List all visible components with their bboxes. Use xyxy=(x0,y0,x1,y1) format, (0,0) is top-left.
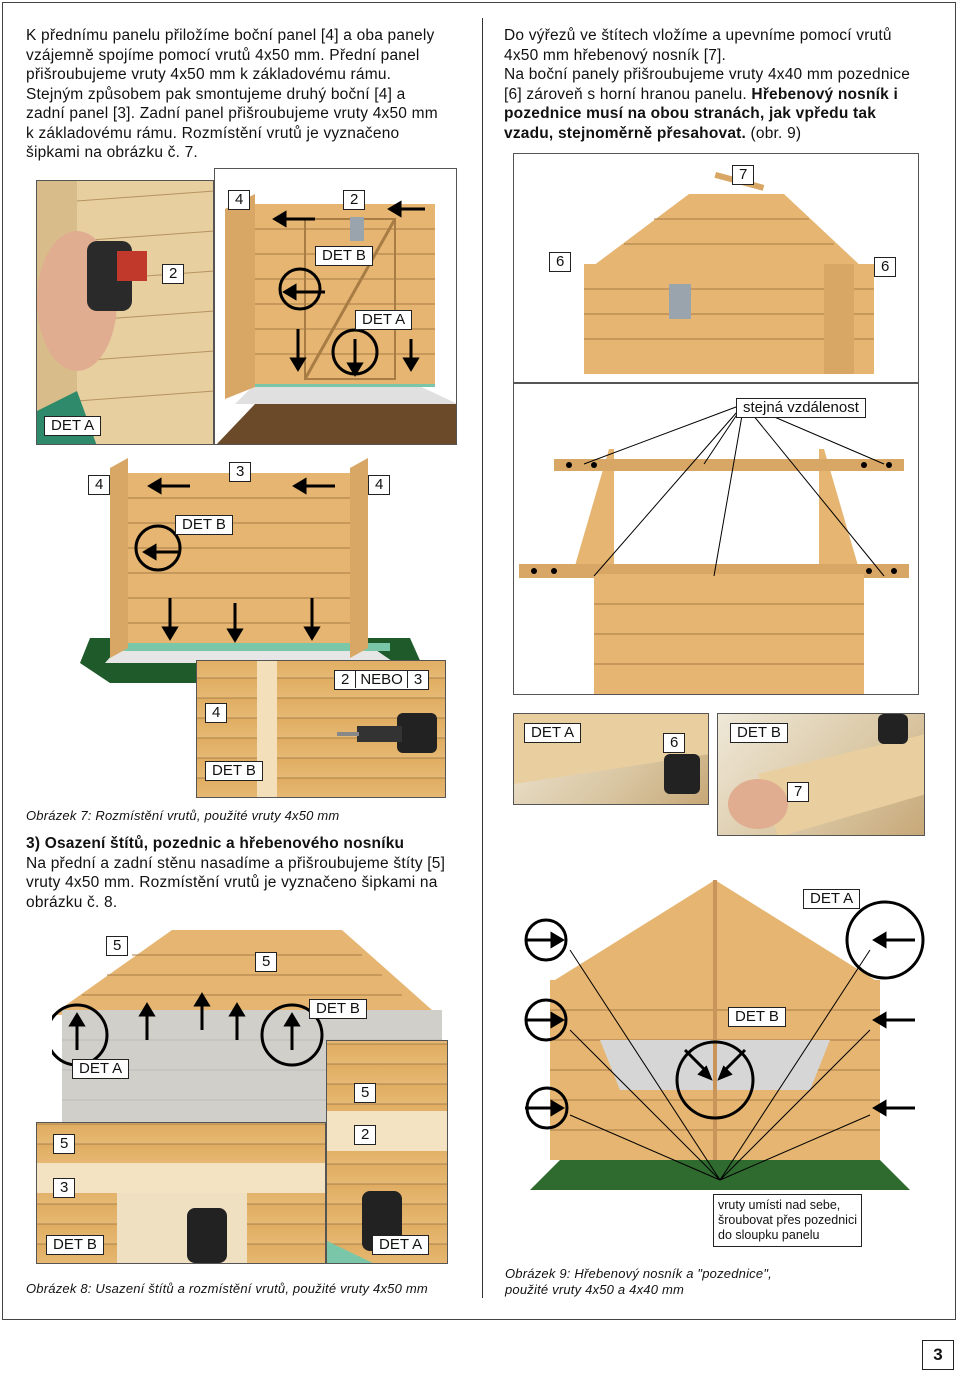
page-number: 3 xyxy=(922,1340,954,1370)
column-divider xyxy=(482,18,483,1298)
fig8-label-5-c: 5 xyxy=(53,1134,75,1154)
fig7-label-det-b: DET B xyxy=(315,246,373,266)
fig7-label-det-b-bottom: DET B xyxy=(205,761,263,781)
fig8-label-2: 2 xyxy=(354,1125,376,1145)
fig9-roof-screw-placement xyxy=(510,860,925,1190)
right-intro-line: Na boční panely přišroubujeme vruty 4x40 mm pozednice xyxy=(504,66,911,83)
fig8-label-det-b: DET B xyxy=(309,999,367,1019)
right-intro-bold: pozednice musí na obou stranách, jak vpředu tak xyxy=(504,105,877,122)
fig8-label-3: 3 xyxy=(53,1178,75,1198)
fig8-caption: Obrázek 8: Usazení štítů a rozmístění vrutů, použité vruty 4x50 mm xyxy=(26,1281,428,1296)
fig9-note-line: do sloupku panelu xyxy=(718,1228,820,1242)
fig7-label-3-small: 3 xyxy=(407,671,428,688)
section3-text xyxy=(26,834,471,912)
fig9-note-line: šroubovat přes pozednici xyxy=(718,1213,857,1227)
section3-heading: 3) Osazení štítů, pozednic a hřebenového nosníku xyxy=(26,835,405,852)
fig7-label-det-a: DET A xyxy=(355,310,412,330)
fig9-label-6-right: 6 xyxy=(874,257,896,277)
fig9-label-det-b-bottom: DET B xyxy=(728,1007,786,1027)
fig9-note-line: vruty umísti nad sebe, xyxy=(718,1198,841,1212)
left-intro-line: zadní panel [3]. Zadní panel přišroubujeme vruty 4x50 mm xyxy=(26,105,438,122)
left-intro-line: šipkami na obrázku č. 7. xyxy=(26,144,198,161)
fig9-label-6-left: 6 xyxy=(549,252,571,272)
fig8-label-det-b-bottom: DET B xyxy=(46,1235,104,1255)
left-intro-line: přišroubujeme vruty 4x50 mm k základovému rámu. xyxy=(26,66,392,83)
fig9-roof-beam-drawing xyxy=(513,153,919,383)
fig7-label-det-b-mid: DET B xyxy=(175,515,233,535)
section3-line: obrázku č. 8. xyxy=(26,893,118,911)
fig7-label-nebo: NEBO xyxy=(360,671,403,688)
fig7-label-4-bottom: 4 xyxy=(205,703,227,723)
fig9-label-det-a: DET A xyxy=(524,723,581,743)
fig7-front-panel-drawing xyxy=(214,168,457,445)
section3-line: Na přední a zadní stěnu nasadíme a přišroubujeme štíty [5] xyxy=(26,854,446,872)
photo-drill-gable-front xyxy=(326,1040,448,1264)
right-intro-bold: vzadu, stejnoměrně přesahovat. xyxy=(504,124,747,142)
fig7-label-3: 3 xyxy=(229,462,251,482)
fig8-label-5-d: 5 xyxy=(354,1083,376,1103)
fig7-label-4: 4 xyxy=(228,190,250,210)
right-intro-tail: (obr. 9) xyxy=(750,124,802,142)
left-intro-line: Stejným způsobem pak smontujeme druhý boční [4] a xyxy=(26,85,406,103)
fig7-label-4-left: 4 xyxy=(88,475,110,495)
fig8-label-5-b: 5 xyxy=(255,952,277,972)
right-intro-line: 4x50 mm hřebenový nosník [7]. xyxy=(504,46,727,64)
fig9-caption-line: použité vruty 4x50 a 4x40 mm xyxy=(505,1282,685,1297)
right-intro-line: Do výřezů ve štítech vložíme a upevníme pomocí vrutů xyxy=(504,27,892,44)
fig9-note xyxy=(713,1194,862,1247)
right-intro-bold: Hřebenový nosník i xyxy=(751,85,899,103)
left-intro-line: vzájemně spojíme pomocí vrutů 4x50 mm. Přední panel xyxy=(26,46,420,64)
left-intro-line: K přednímu panelu přiložíme boční panel [4] a oba panely xyxy=(26,27,435,44)
fig9-label-7-detail: 7 xyxy=(787,782,809,802)
fig8-label-5-a: 5 xyxy=(106,936,128,956)
left-intro-text xyxy=(26,26,466,163)
fig9-label-6-detail: 6 xyxy=(663,733,685,753)
fig9-caption-line: Obrázek 9: Hřebenový nosník a "pozednice", xyxy=(505,1266,772,1281)
fig9-label-det-a-bottom: DET A xyxy=(803,889,860,909)
photo-drill-side-panel xyxy=(36,180,214,445)
fig7-label-det-a-photo: DET A xyxy=(44,416,101,436)
fig9-label-equal-distance: stejná vzdálenost xyxy=(736,398,866,418)
right-intro-line: [6] zároveň s horní hranou panelu. xyxy=(504,85,747,103)
fig7-label-4-right: 4 xyxy=(368,475,390,495)
fig7-label-2-nebo-3 xyxy=(334,670,429,690)
fig9-equal-overhang-drawing xyxy=(513,383,919,695)
fig7-caption: Obrázek 7: Rozmístění vrutů, použité vruty 4x50 mm xyxy=(26,808,340,823)
section3-line: vruty 4x50 mm. Rozmístění vrutů je vyznačeno šipkami na xyxy=(26,874,438,891)
left-intro-line: k základovému rámu. Rozmístění vrutů je vyznačeno xyxy=(26,124,400,142)
fig7-label-2-small: 2 xyxy=(335,671,356,688)
fig8-label-det-a-bottom: DET A xyxy=(372,1235,429,1255)
fig9-label-det-b: DET B xyxy=(730,723,788,743)
right-intro-text xyxy=(504,26,944,143)
fig7-label-2: 2 xyxy=(343,190,365,210)
fig9-caption xyxy=(505,1266,772,1298)
fig7-label-2-left: 2 xyxy=(162,264,184,284)
fig8-label-det-a: DET A xyxy=(72,1059,129,1079)
fig9-label-7: 7 xyxy=(732,165,754,185)
